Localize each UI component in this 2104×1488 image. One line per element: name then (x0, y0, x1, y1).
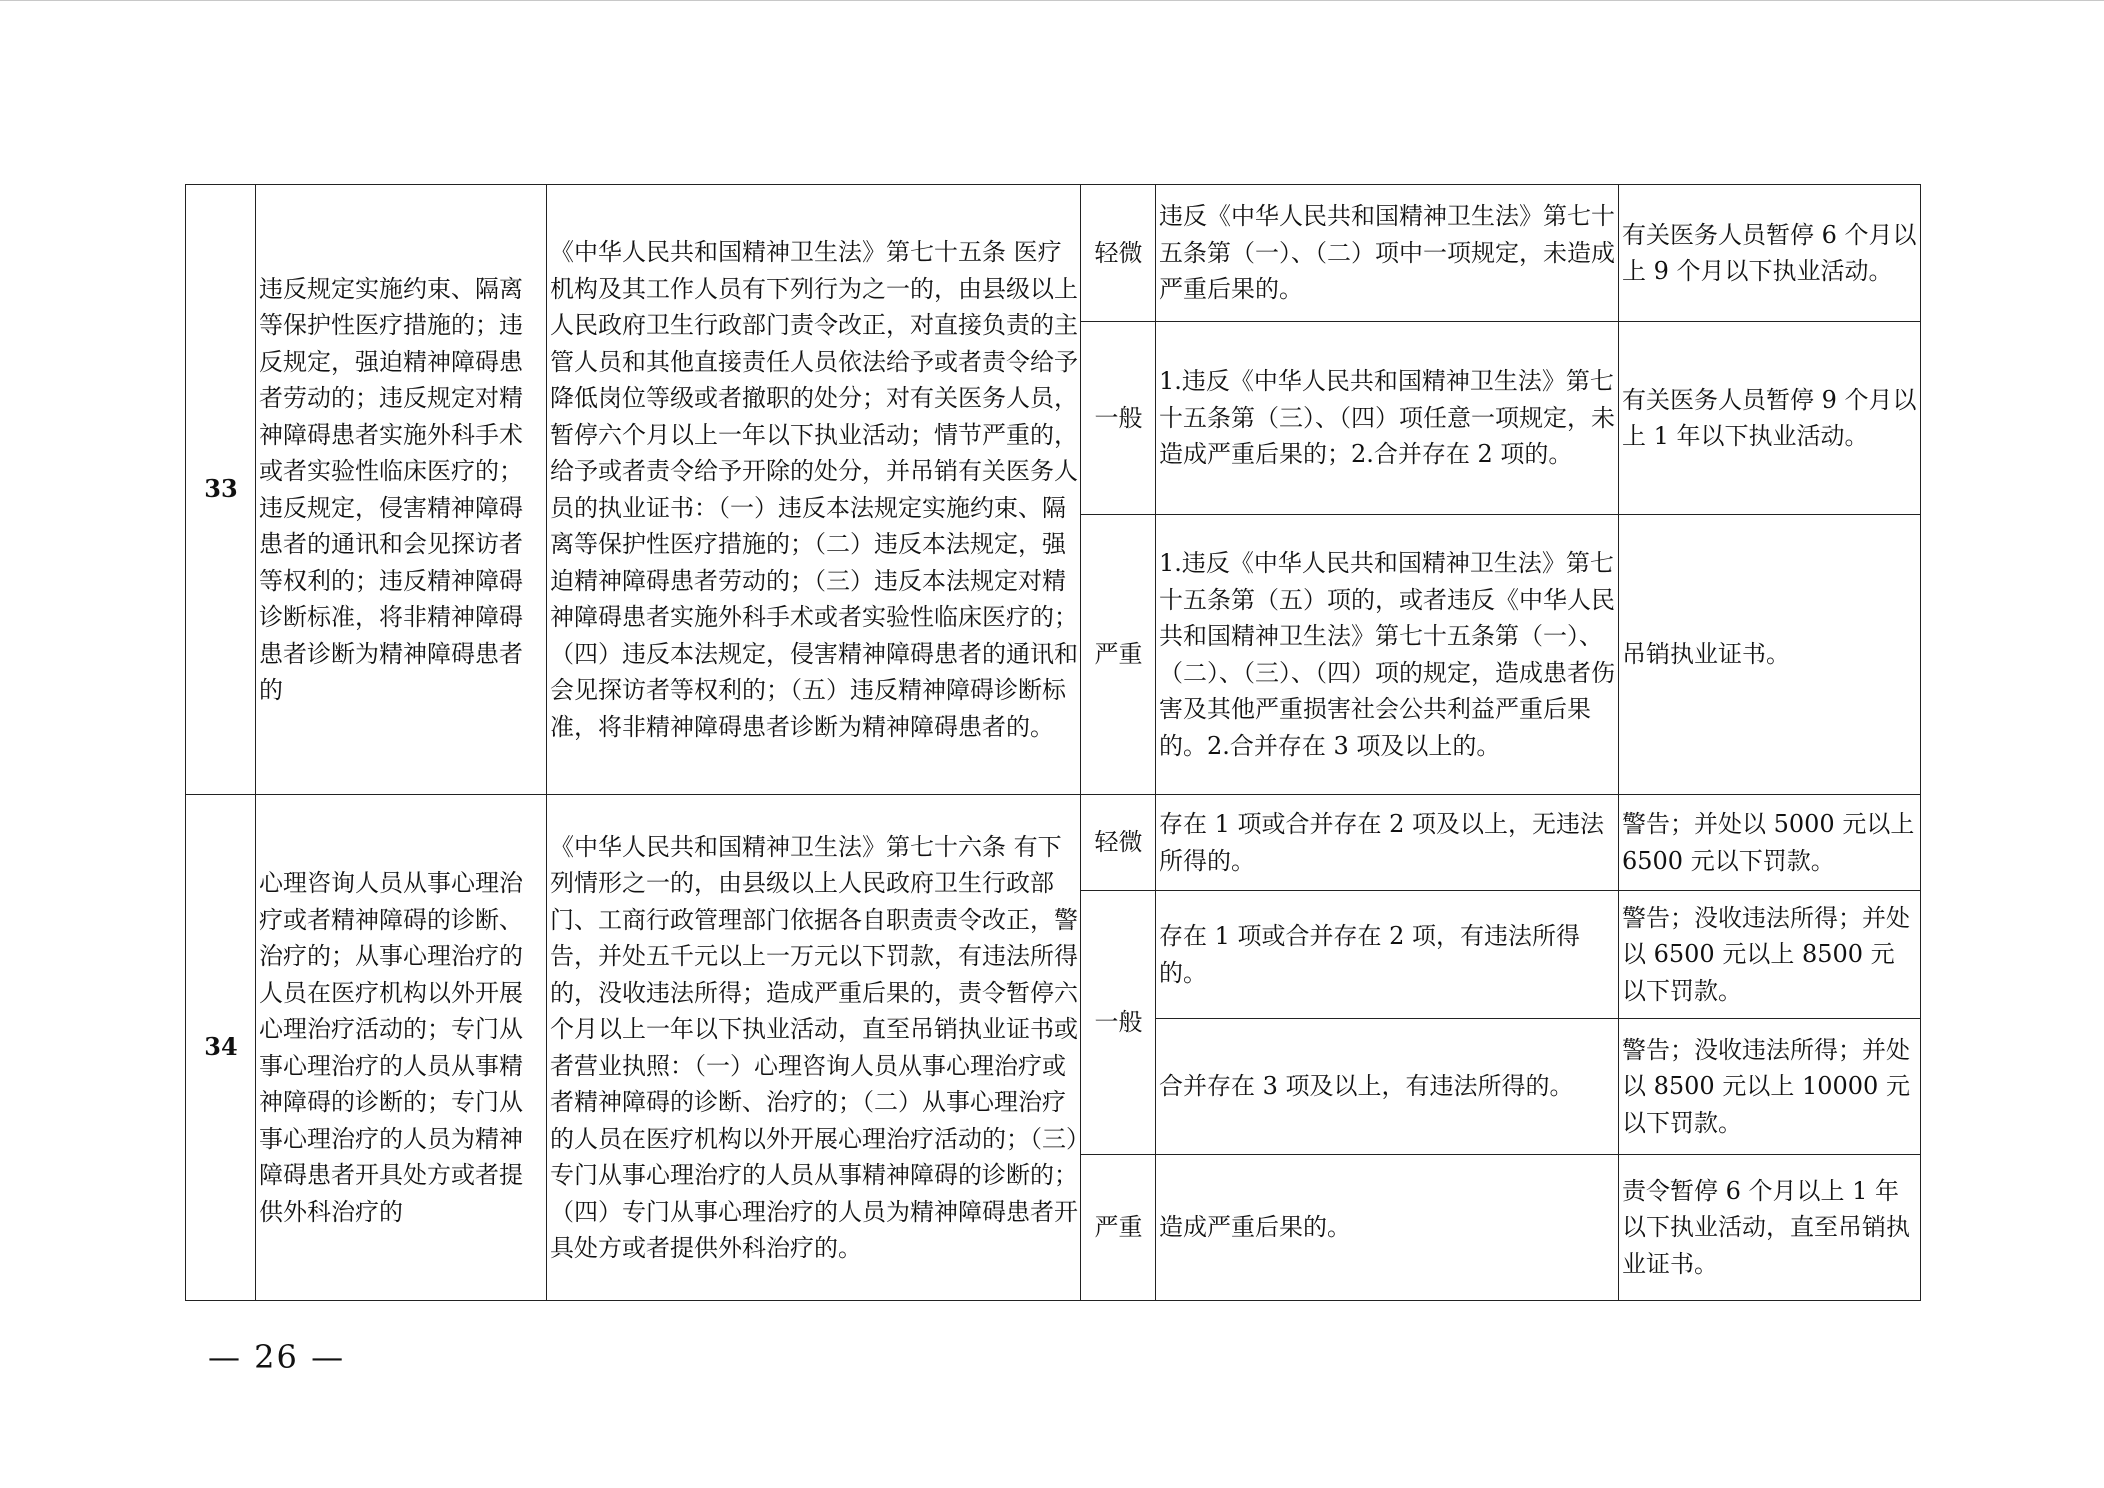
penalty-standards-table (185, 184, 1921, 1301)
circumstance-cell: 1.违反《中华人民共和国精神卫生法》第七十五条第（三）、（四）项任意一项规定，未造成严重后果的；2.合并存在 2 项的。 (1156, 322, 1619, 515)
severity-level: 严重 (1081, 515, 1156, 795)
penalty-cell: 警告；没收违法所得；并处以 8500 元以上 10000 元以下罚款。 (1619, 1019, 1921, 1155)
circumstance-cell: 存在 1 项或合并存在 2 项及以上，无违法所得的。 (1156, 795, 1619, 891)
page-number: — 26 — (208, 1338, 346, 1376)
severity-level: 轻微 (1081, 795, 1156, 891)
penalty-cell: 有关医务人员暂停 6 个月以上 9 个月以下执业活动。 (1619, 185, 1921, 322)
table-row (186, 185, 1921, 322)
circumstance-cell: 1.违反《中华人民共和国精神卫生法》第七十五条第（五）项的，或者违反《中华人民共和国精神卫生法》第七十五条第（一）、（二）、（三）、（四）项的规定，造成患者伤害及其他严重损害社会公共利益严重后果的。2.合并存在 3 项及以上的。 (1156, 515, 1619, 795)
penalty-cell: 警告；没收违法所得；并处以 6500 元以上 8500 元以下罚款。 (1619, 891, 1921, 1019)
item-number: 33 (186, 185, 256, 795)
penalty-cell: 责令暂停 6 个月以上 1 年以下执业活动，直至吊销执业证书。 (1619, 1155, 1921, 1301)
legal-basis: 《中华人民共和国精神卫生法》第七十五条 医疗机构及其工作人员有下列行为之一的，由县级以上人民政府卫生行政部门责令改正，对直接负责的主管人员和其他直接责任人员依法给予或者责令给予降低岗位等级或者撤职的处分；对有关医务人员，暂停六个月以上一年以下执业活动；情节严重的，给予或者责令给予开除的处分，并吊销有关医务人员的执业证书：（一）违反本法规定实施约束、隔离等保护性医疗措施的；（二）违反本法规定，强迫精神障碍患者劳动的；（三）违反本法规定对精神障碍患者实施外科手术或者实验性临床医疗的；（四）违反本法规定，侵害精神障碍患者的通讯和会见探访者等权利的；（五）违反精神障碍诊断标准，将非精神障碍患者诊断为精神障碍患者的。 (547, 185, 1081, 795)
circumstance-cell: 合并存在 3 项及以上，有违法所得的。 (1156, 1019, 1619, 1155)
legal-basis: 《中华人民共和国精神卫生法》第七十六条 有下列情形之一的，由县级以上人民政府卫生行政部门、工商行政管理部门依据各自职责责令改正，警告，并处五千元以上一万元以下罚款，有违法所得的，没收违法所得；造成严重后果的，责令暂停六个月以上一年以下执业活动，直至吊销执业证书或者营业执照：（一）心理咨询人员从事心理治疗或者精神障碍的诊断、治疗的；（二）从事心理治疗的人员在医疗机构以外开展心理治疗活动的；（三）专门从事心理治疗的人员从事精神障碍的诊断的；（四）专门从事心理治疗的人员为精神障碍患者开具处方或者提供外科治疗的。 (547, 795, 1081, 1301)
severity-level: 严重 (1081, 1155, 1156, 1301)
circumstance-cell: 违反《中华人民共和国精神卫生法》第七十五条第（一）、（二）项中一项规定，未造成严重后果的。 (1156, 185, 1619, 322)
penalty-cell: 警告；并处以 5000 元以上 6500 元以下罚款。 (1619, 795, 1921, 891)
circumstance-cell: 存在 1 项或合并存在 2 项，有违法所得的。 (1156, 891, 1619, 1019)
severity-level: 一般 (1081, 322, 1156, 515)
penalty-cell: 有关医务人员暂停 9 个月以上 1 年以下执业活动。 (1619, 322, 1921, 515)
page-top-edge (0, 0, 2104, 1)
violation-description: 违反规定实施约束、隔离等保护性医疗措施的；违反规定，强迫精神障碍患者劳动的；违反规定对精神障碍患者实施外科手术或者实验性临床医疗的；违反规定，侵害精神障碍患者的通讯和会见探访者等权利的；违反精神障碍诊断标准，将非精神障碍患者诊断为精神障碍患者的 (256, 185, 547, 795)
severity-level: 一般 (1081, 891, 1156, 1155)
table-row (186, 795, 1921, 891)
circumstance-cell: 造成严重后果的。 (1156, 1155, 1619, 1301)
penalty-cell: 吊销执业证书。 (1619, 515, 1921, 795)
severity-level: 轻微 (1081, 185, 1156, 322)
violation-description: 心理咨询人员从事心理治疗或者精神障碍的诊断、治疗的；从事心理治疗的人员在医疗机构以外开展心理治疗活动的；专门从事心理治疗的人员从事精神障碍的诊断的；专门从事心理治疗的人员为精神障碍患者开具处方或者提供外科治疗的 (256, 795, 547, 1301)
item-number: 34 (186, 795, 256, 1301)
